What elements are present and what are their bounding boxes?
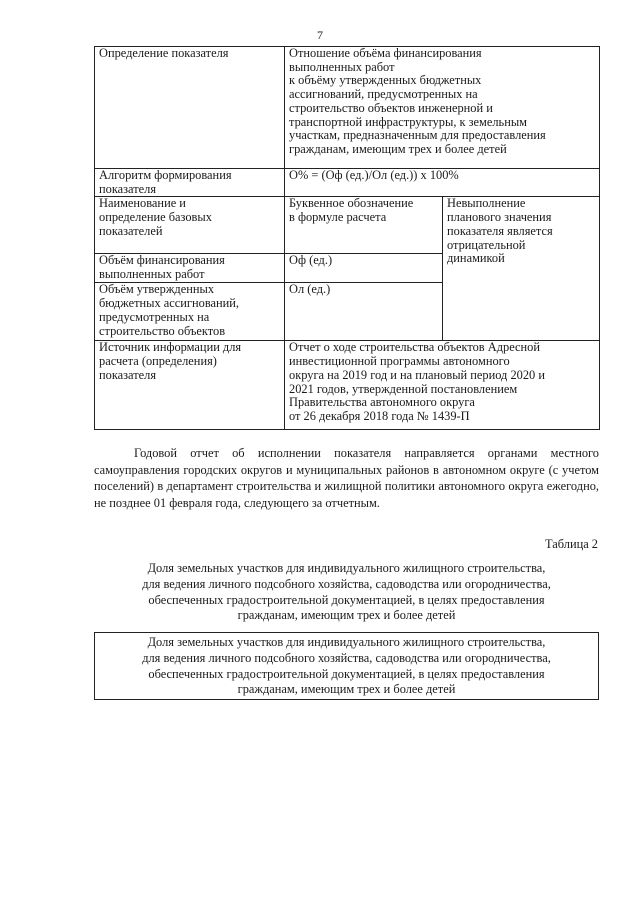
report-paragraph: Годовой отчет об исполнении показателя направляется органами местного самоуправления городских округов и муниципальных районов в автономном округе (с учетом поселений) в департамент строительства и жилищной политики автономного округа ежегодно, не позднее 01 февраля года, следующего за отчетным. bbox=[94, 446, 599, 510]
row-value-source: Отчет о ходе строительства объектов Адресной инвестиционной программы автономного округа на 2019 год и на плановый период 2020 и 2021 годов, утвержденной постановлением Правительства автономного округа от 26 декабря 2018 года № 1439-П bbox=[285, 341, 600, 430]
table-row bbox=[95, 47, 600, 169]
symbol-ol: Ол (ед.) bbox=[285, 283, 443, 341]
table-label: Таблица 2 bbox=[545, 537, 598, 551]
table-header-box: Доля земельных участков для индивидуального жилищного строительства, для ведения личного подсобного хозяйства, садоводства или огородничества, обеспеченных градостроительной документацией, в целях предоставления гражданам, имеющим трех и более детей bbox=[94, 632, 599, 700]
symbol-of: Оф (ед.) bbox=[285, 254, 443, 283]
negative-dynamics-note: Невыполнение планового значения показателя является отрицательной динамикой bbox=[443, 197, 600, 341]
row-label-appropriations: Объём утвержденных бюджетных ассигнований, предусмотренных на строительство объектов bbox=[95, 283, 285, 341]
row-value-definition: Отношение объёма финансирования выполненных работ к объёму утвержденных бюджетных ассигнований, предусмотренных на строительство объектов инженерной и транспортной инфраструктуры, к земельным участкам, предназначенным для предоставления гражданам, имеющим трех и более детей bbox=[285, 47, 600, 169]
row-label-algorithm: Алгоритм формирования показателя bbox=[95, 169, 285, 197]
formula: О% = (Оф (ед.)/Ол (ед.)) x 100% bbox=[285, 169, 600, 197]
table-caption: Доля земельных участков для индивидуального жилищного строительства, для ведения личного подсобного хозяйства, садоводства или огородничества, обеспеченных градостроительной документацией, в целях предоставления гражданам, имеющим трех и более детей bbox=[142, 561, 551, 623]
row-label-financing: Объём финансирования выполненных работ bbox=[95, 254, 285, 283]
letter-designation-header: Буквенное обозначение в формуле расчета bbox=[285, 197, 443, 254]
table-row bbox=[95, 197, 600, 254]
table-row bbox=[95, 341, 600, 430]
row-label-definition: Определение показателя bbox=[95, 47, 285, 169]
page-number: 7 bbox=[317, 28, 323, 42]
row-label-base-indicators: Наименование и определение базовых показателей bbox=[95, 197, 285, 254]
indicator-table bbox=[94, 46, 600, 430]
table-row bbox=[95, 169, 600, 197]
row-label-source: Источник информации для расчета (определения) показателя bbox=[95, 341, 285, 430]
